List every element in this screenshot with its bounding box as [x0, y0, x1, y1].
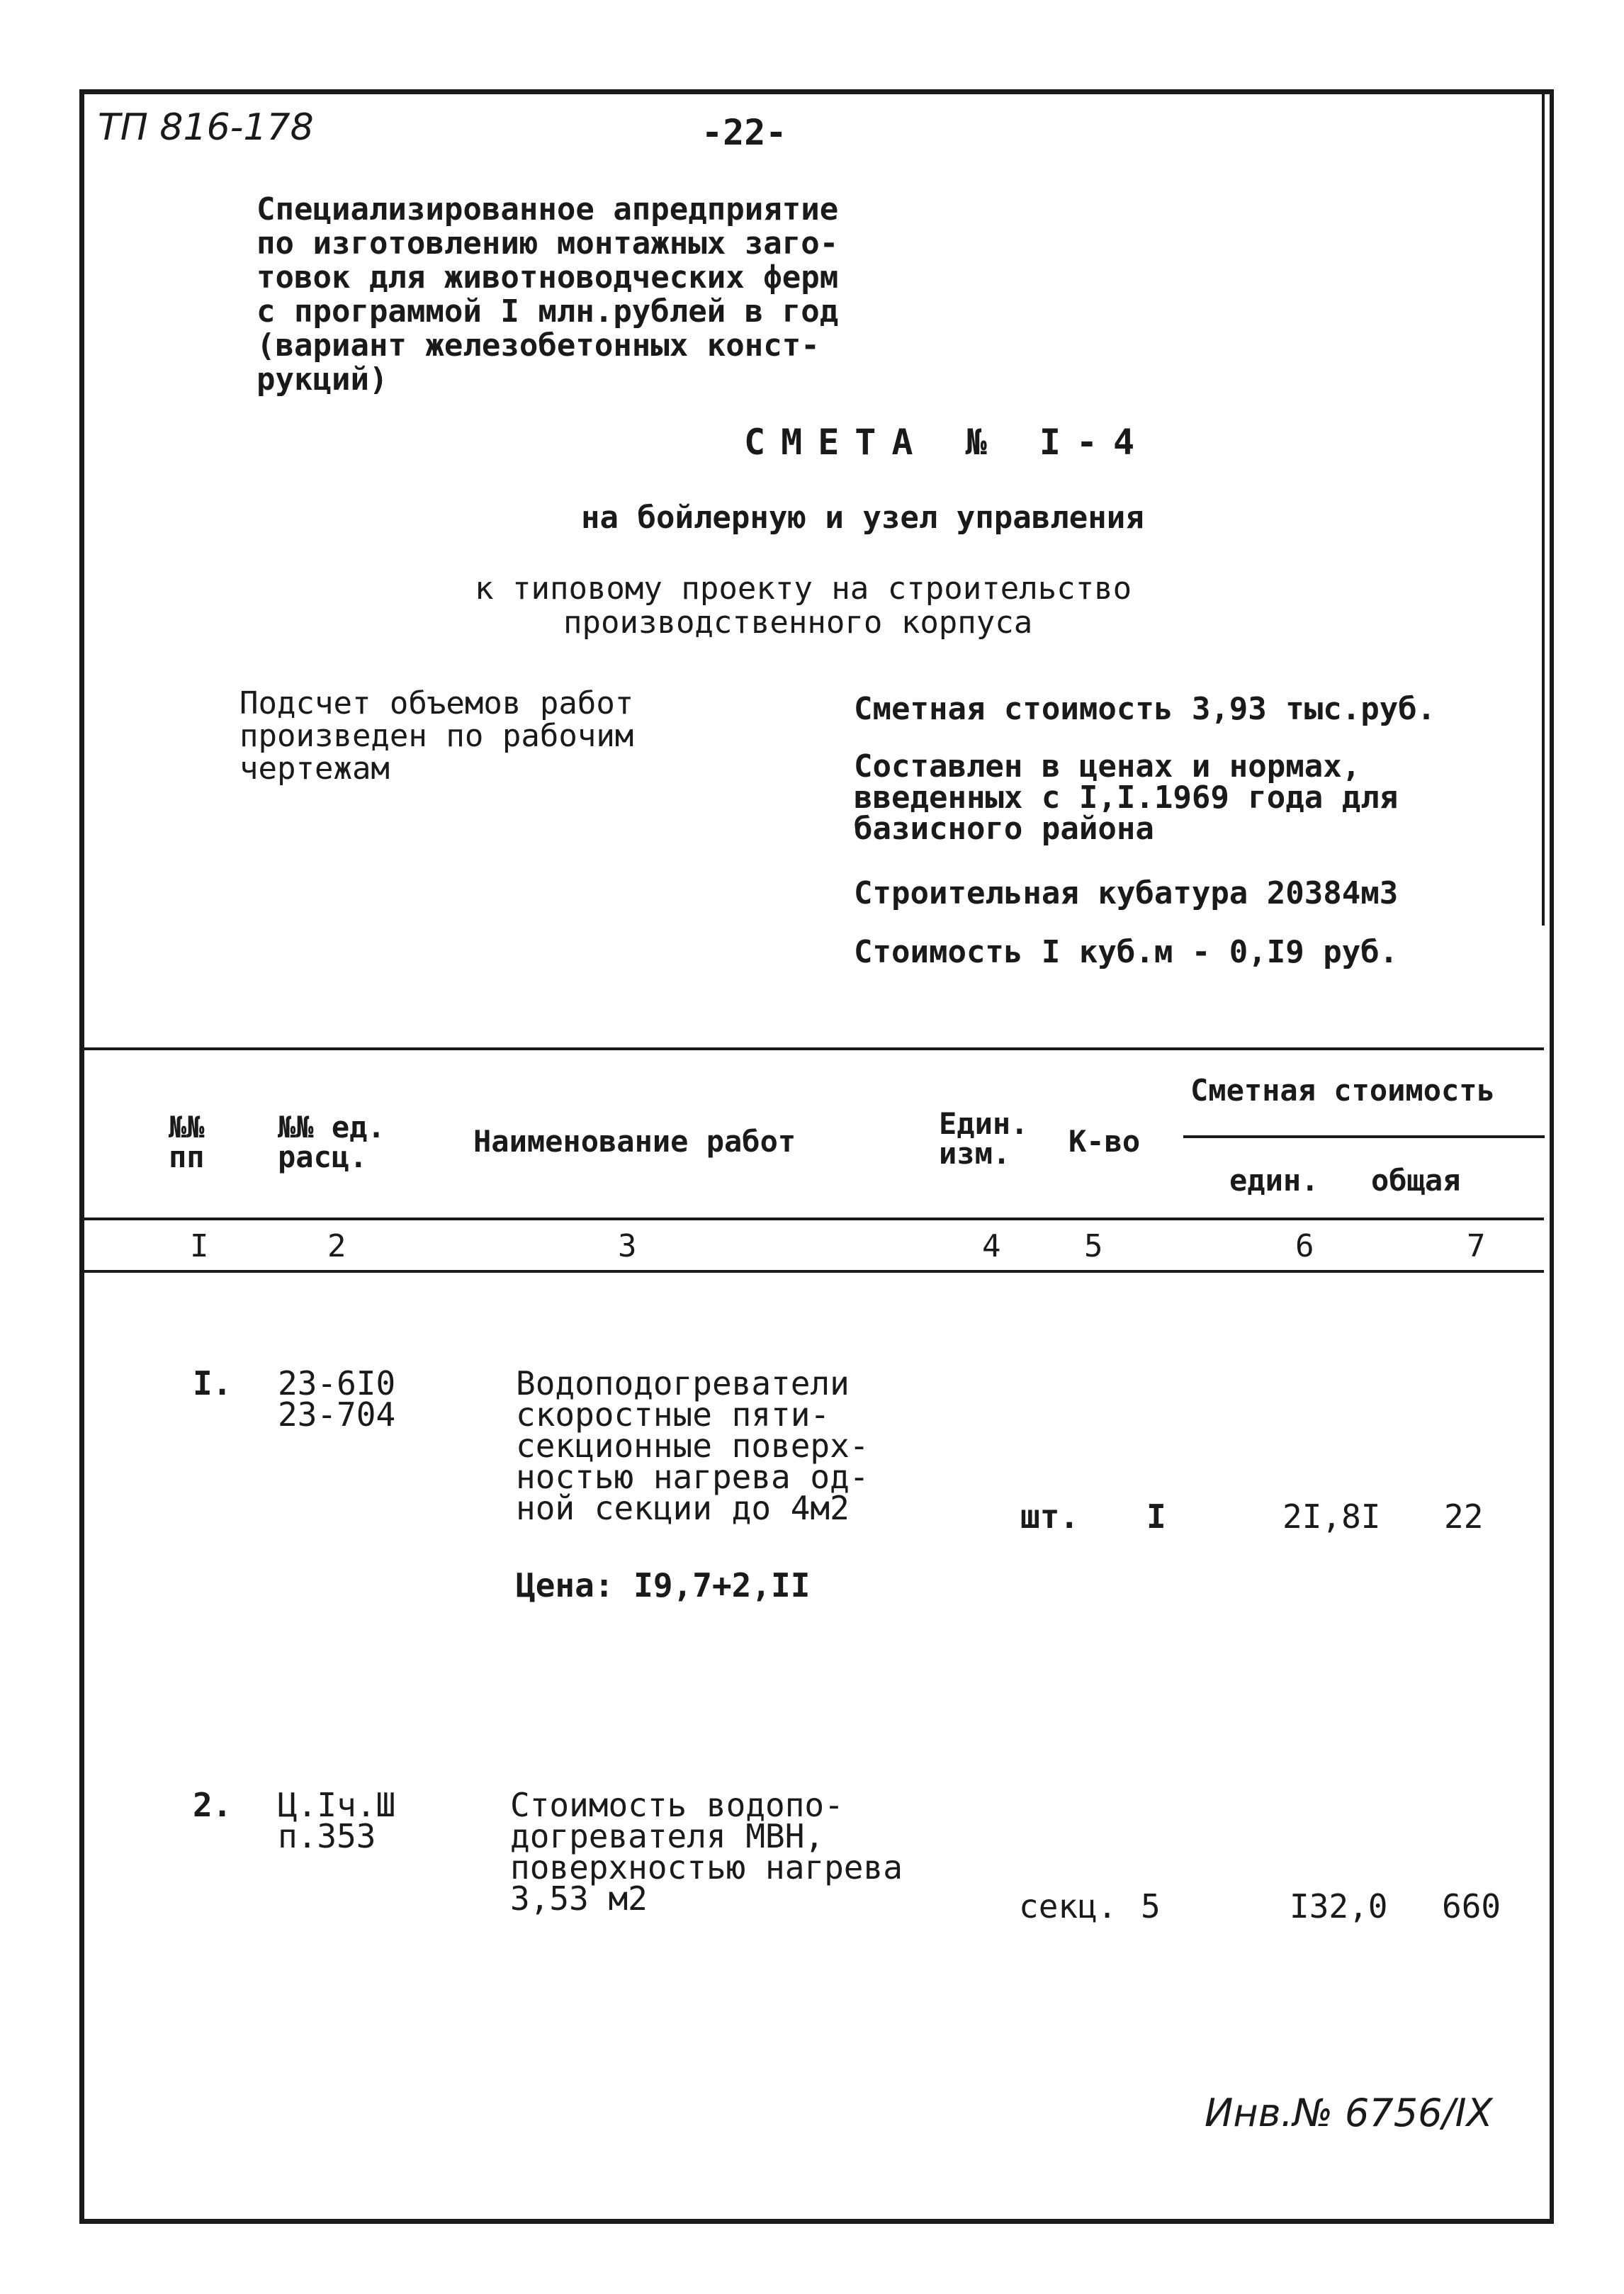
table-top-rule — [84, 1047, 1544, 1050]
colnum-3: 3 — [618, 1228, 637, 1264]
header-qty: К-во — [1068, 1124, 1141, 1159]
colnum-5: 5 — [1084, 1228, 1103, 1264]
volume-note: Подсчет объемов работ произведен по рабочим чертежам — [239, 685, 634, 787]
row-rate: 23-6I0 23-704 — [278, 1364, 396, 1434]
row-unit: шт. — [1020, 1497, 1080, 1536]
building-volume: Строительная кубатура 20384м3 — [854, 875, 1399, 911]
page-number: -22- — [701, 112, 787, 153]
header-unit: Един. изм. — [939, 1106, 1029, 1171]
colnum-2: 2 — [327, 1228, 346, 1264]
estimate-subtitle: на бойлерную и узел управления — [581, 500, 1144, 536]
header-work-name: Наименование работ — [473, 1124, 796, 1159]
row-qty: 5 — [1141, 1887, 1161, 1925]
estimate-title: СМЕТА № I-4 — [744, 422, 1151, 463]
row-name: Водоподогреватели скоростные пяти- секционные поверх- ностью нагрева од- ной секции до 4м2 — [516, 1364, 869, 1527]
header-bottom-rule — [84, 1218, 1544, 1220]
colnum-6: 6 — [1295, 1228, 1314, 1264]
cost-per-m3: Стоимость I куб.м - 0,I9 руб. — [854, 934, 1399, 970]
row-qty: I — [1146, 1497, 1166, 1536]
prices-note: Составлен в ценах и нормах, введенных с I,I.1969 года для базисного района — [854, 748, 1399, 847]
colnum-bottom-rule — [84, 1270, 1544, 1273]
row-unit: секц. — [1019, 1887, 1117, 1925]
colnum-4: 4 — [982, 1228, 1001, 1264]
organization-block: Специализированное апредприятие по изготовлению монтажных заго- товок для животноводческих ферм с программой I млн.рублей в год (вариант железобетонных конст- рукций) — [256, 191, 839, 398]
row-cost-unit: I32,0 — [1290, 1887, 1388, 1925]
row-cost-unit: 2I,8I — [1282, 1497, 1381, 1536]
row-note: Цена: I9,7+2,II — [516, 1566, 811, 1604]
right-margin-line — [1542, 89, 1545, 926]
cost-group-rule — [1183, 1135, 1545, 1138]
header-rate-num: №№ ед. расц. — [278, 1110, 385, 1174]
row-cost-total: 660 — [1442, 1887, 1501, 1925]
header-cost-unit: един. — [1229, 1163, 1319, 1198]
row-num: 2. — [193, 1786, 232, 1824]
header-cost-group: Сметная стоимость — [1190, 1073, 1495, 1108]
row-name: Стоимость водопо- догревателя МВН, поверхностью нагрева 3,53 м2 — [510, 1786, 903, 1918]
header-num: №№ пп — [169, 1110, 205, 1174]
row-cost-total: 22 — [1444, 1497, 1484, 1536]
project-line-2: производственного корпуса — [563, 605, 1033, 641]
inventory-stamp: Инв.№ 6756/IX — [1205, 2091, 1493, 2135]
doc-code: ТП 816-178 — [98, 106, 314, 149]
row-num: I. — [193, 1364, 232, 1402]
header-cost-total: общая — [1371, 1163, 1461, 1198]
colnum-1: I — [190, 1228, 209, 1264]
colnum-7: 7 — [1467, 1228, 1486, 1264]
estimated-cost: Сметная стоимость 3,93 тыс.руб. — [854, 691, 1436, 727]
project-line-1: к типовому проекту на строительство — [475, 570, 1132, 607]
row-rate: Ц.Iч.Ш п.353 — [278, 1786, 396, 1855]
